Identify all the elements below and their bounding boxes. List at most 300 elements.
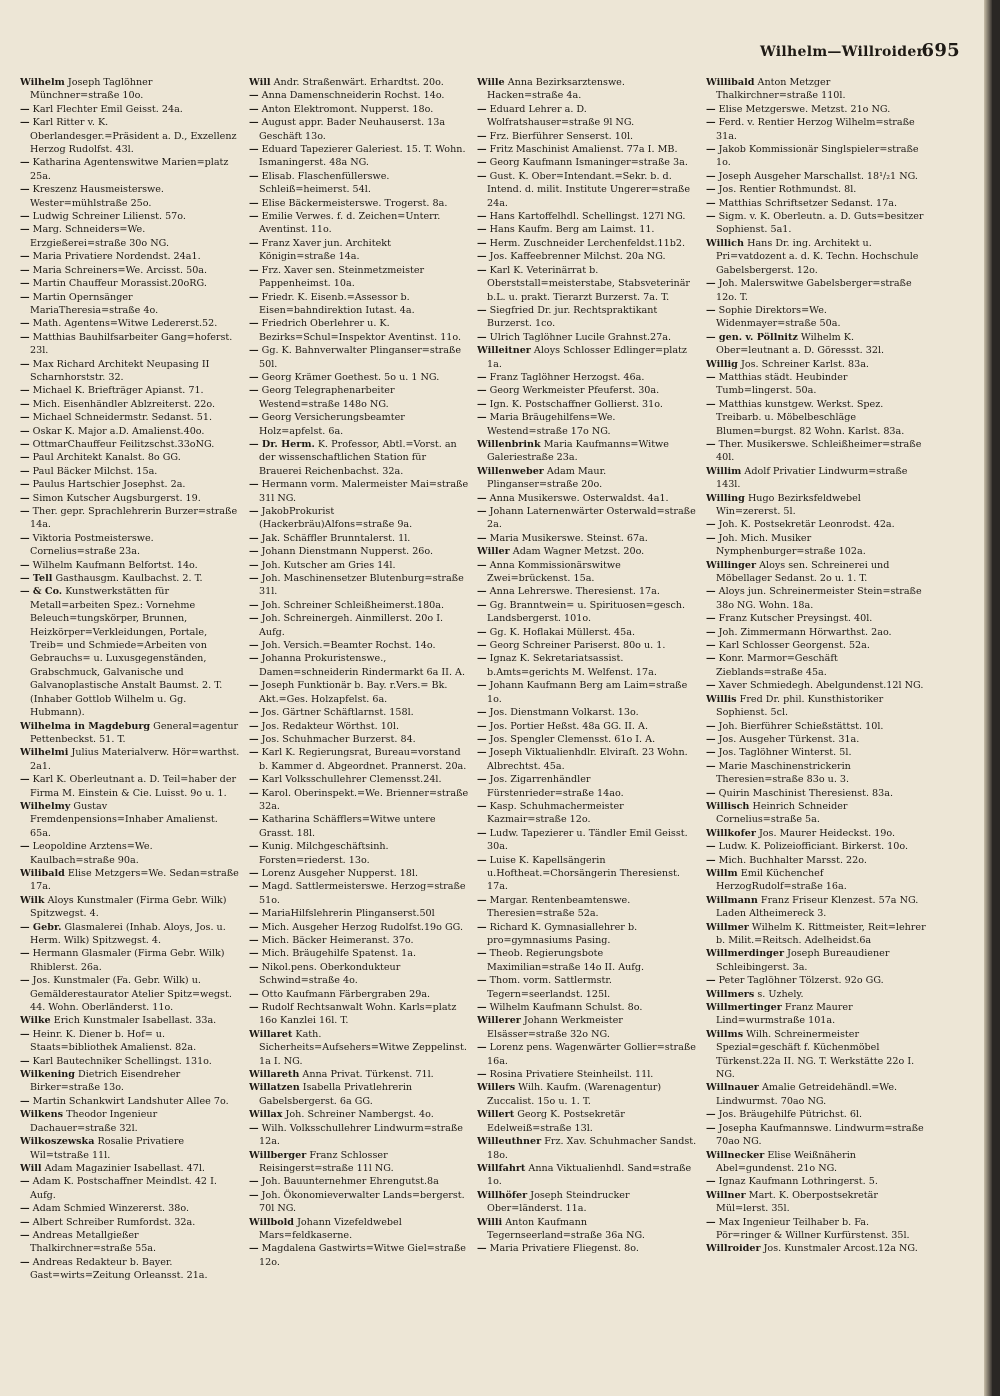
entry-details: Adam Wagner Metzst. 20o.	[512, 546, 645, 558]
entry-surname: Willmerdinger	[706, 948, 785, 960]
entry-surname: —	[249, 479, 259, 491]
directory-entry	[477, 1216, 697, 1243]
directory-entry	[706, 679, 926, 692]
directory-entry	[20, 291, 240, 318]
entry-surname: Wilkening	[20, 1069, 75, 1081]
directory-entry	[706, 1001, 926, 1028]
entry-surname: —	[249, 412, 259, 424]
entry-details: Mich. Ausgeher Herzog Rudolfst.19o GG.	[261, 921, 464, 933]
entry-surname: Willisch	[706, 800, 750, 812]
entry-surname: —	[477, 304, 487, 316]
entry-surname: —	[706, 747, 716, 759]
entry-surname: —	[249, 559, 259, 571]
entry-surname: —	[249, 211, 259, 223]
entry-surname: —	[249, 1176, 259, 1188]
entry-surname: —	[706, 787, 716, 799]
directory-entry	[249, 317, 469, 344]
column-3	[477, 76, 697, 1366]
directory-entry	[477, 103, 697, 130]
directory-entry	[706, 1108, 926, 1121]
directory-entry	[20, 1175, 240, 1202]
directory-entry	[477, 1189, 697, 1216]
entry-surname: Willinger	[706, 559, 757, 571]
directory-entry	[20, 478, 240, 491]
directory-entry	[477, 130, 697, 143]
entry-surname: —	[477, 559, 487, 571]
entry-details: Kath. Sicherheits=Aufsehers=Witwe Zeppelinst. 1a I. NG.	[259, 1028, 467, 1067]
entry-details: Hermann Glasmaler (Firma Gebr. Wilk) Rhiblerst. 26a.	[30, 948, 225, 973]
directory-entry	[706, 559, 926, 586]
entry-surname: — Gebr.	[20, 921, 62, 933]
entry-details: Mich. Buchhalter Marsst. 22o.	[718, 854, 867, 866]
directory-entry	[249, 344, 469, 371]
entry-surname: Willkofer	[706, 827, 756, 839]
directory-entry	[249, 545, 469, 558]
directory-entry	[477, 76, 697, 103]
entry-details: Margar. Rentenbeamtenswe. Theresien=straße 52a.	[487, 894, 631, 920]
directory-entry	[20, 156, 240, 183]
entry-details: Jos. Maurer Heideckst. 19o.	[758, 827, 896, 839]
directory-entry	[20, 559, 240, 572]
entry-details: Matthias Bauhilfsarbeiter Gang=hoferst. 23l.	[30, 331, 233, 357]
directory-entry	[706, 183, 926, 196]
entry-details: Anna Lehrerswe. Theresienst. 17a.	[489, 586, 660, 598]
entry-surname: —	[706, 680, 716, 692]
directory-entry	[706, 170, 926, 183]
entry-details: Maria Musikerswe. Steinst. 67a.	[489, 532, 648, 544]
directory-entry	[249, 103, 469, 116]
entry-surname: —	[20, 559, 30, 571]
entry-details: Andr. Straßenwärt. Erhardtst. 20o.	[273, 77, 444, 88]
entry-surname: —	[249, 707, 259, 719]
entry-surname: —	[706, 841, 716, 853]
directory-entry	[249, 1149, 469, 1176]
entry-details: Gg. K. Bahnverwalter Plinganser=straße 50l.	[259, 345, 462, 370]
entry-details: Emil Küchenchef HerzogRudolf=straße 16a.	[716, 867, 847, 893]
directory-entry	[20, 894, 240, 921]
entry-details: Anton Kaufmann Tegernseerland=straße 36a NG.	[487, 1216, 645, 1241]
entry-surname: —	[249, 291, 259, 303]
entry-surname: —	[706, 586, 716, 598]
entry-surname: —	[477, 854, 487, 866]
entry-details: Lorenz pens. Wagenwärter Gollier=straße 16a.	[487, 1042, 696, 1067]
entry-details: Franz Taglöhner Herzogst. 46a.	[489, 371, 645, 383]
entry-surname: —	[706, 304, 716, 316]
entry-surname: Willenbrink	[477, 438, 541, 450]
entry-surname: —	[249, 573, 259, 585]
entry-details: Johann Kaufmann Berg am Laim=straße 1o.	[487, 680, 688, 705]
directory-entry	[477, 1001, 697, 1014]
entry-details: Wilh. Schreinermeister Spezial=geschäft f. Küchenmöbel Türkenst.22a II. NG. T. Werkstätte 22o I. NG.	[716, 1028, 915, 1081]
directory-entry	[706, 787, 926, 800]
entry-surname: —	[20, 1229, 30, 1241]
entry-details: Mart. K. Oberpostsekretär Mül=lerst. 35l.	[716, 1189, 878, 1215]
directory-entry	[20, 451, 240, 464]
entry-surname: Willmer	[706, 921, 749, 933]
directory-entry	[249, 411, 469, 438]
entry-details: Nikol.pens. Oberkondukteur Schwind=straße 4o.	[259, 961, 401, 987]
entry-surname: —	[477, 626, 487, 638]
entry-details: Katharina Agentenswitwe Marien=platz 25a.	[30, 157, 229, 182]
entry-details: Friedr. K. Eisenb.=Assessor b. Eisen=bahndirektion Iutast. 4a.	[259, 291, 415, 316]
directory-entry	[20, 76, 240, 103]
entry-surname: —	[249, 961, 259, 973]
entry-surname: —	[249, 908, 259, 920]
entry-surname: —	[477, 157, 487, 169]
entry-details: Jos. Gärtner Schäftlarnst. 158l.	[261, 707, 414, 719]
directory-entry	[477, 371, 697, 384]
entry-surname: Willers	[477, 1082, 516, 1094]
directory-entry	[249, 1081, 469, 1108]
directory-entry	[706, 277, 926, 304]
entry-surname: —	[249, 1002, 259, 1014]
directory-entry	[477, 344, 697, 371]
directory-entry	[706, 1242, 926, 1255]
entry-surname: —	[249, 546, 259, 558]
entry-details: Joseph Ausgeher Marschallst. 18¹/₂1 NG.	[718, 170, 918, 182]
entry-details: Erich Kunstmaler Isabellast. 33a.	[53, 1015, 217, 1027]
entry-surname: Willert	[477, 1109, 515, 1121]
entry-surname: —	[249, 264, 259, 276]
entry-details: Jak. Schäffler Brunntalerst. 1l.	[261, 532, 411, 544]
entry-surname: —	[477, 144, 487, 156]
entry-surname: —	[706, 103, 716, 115]
directory-entry	[477, 800, 697, 827]
entry-details: Joseph Taglöhner Münchner=straße 10o.	[30, 77, 153, 102]
entry-details: Joh. Versich.=Beamter Rochst. 14o.	[261, 640, 436, 652]
directory-entry	[249, 746, 469, 773]
entry-details: Thom. vorm. Sattlermstr. Tegern=seerlandst. 125l.	[487, 975, 612, 1000]
directory-entry	[249, 612, 469, 639]
entry-details: Herm. Zuschneider Lerchenfeldst.11b2.	[489, 237, 685, 249]
directory-entry	[477, 947, 697, 974]
entry-surname: Willareth	[249, 1069, 300, 1081]
entry-surname: —	[706, 211, 716, 223]
entry-surname: —	[477, 707, 487, 719]
entry-surname: —	[20, 1216, 30, 1228]
entry-details: Joh. Bauunternehmer Ehrengutst.8a	[261, 1176, 439, 1188]
entry-details: Viktoria Postmeisterswe. Cornelius=straße 23a.	[30, 532, 154, 558]
entry-details: Ther. gepr. Sprachlehrerin Burzer=straße 14a.	[30, 506, 238, 531]
entry-details: Joh. Maschinensetzer Blutenburg=straße 31l.	[259, 573, 464, 598]
entry-details: Paul Architekt Kanalst. 8o GG.	[32, 452, 181, 464]
directory-entry	[706, 720, 926, 733]
entry-details: Joseph Funktionär b. Bay. r.Vers.= Bk. Akt.=Ges. Holzapfelst. 6a.	[259, 680, 448, 705]
entry-surname: —	[477, 680, 487, 692]
directory-entry	[249, 210, 469, 237]
directory-entry	[249, 947, 469, 960]
entry-details: Elisab. Flaschenfüllerswe. Schleiß=heimerst. 54l.	[259, 170, 390, 196]
entry-surname: Will	[249, 77, 271, 88]
entry-details: Anna Kommissionärswitwe Zwei=brückenst. 15a.	[487, 559, 621, 585]
entry-details: Jos. Redakteur Wörthst. 10l.	[261, 720, 400, 732]
entry-surname: —	[20, 948, 30, 960]
entry-surname: —	[249, 371, 259, 383]
directory-entry	[20, 505, 240, 532]
entry-details: Martin Schankwirt Landshuter Allee 7o.	[32, 1095, 229, 1107]
entry-details: Quirin Maschinist Theresienst. 83a.	[718, 787, 894, 799]
directory-entry	[706, 652, 926, 679]
entry-details: Johann Dienstmann Nupperst. 26o.	[261, 546, 434, 558]
entry-details: Michael Schneidermstr. Sedanst. 51.	[32, 412, 212, 424]
directory-entry	[249, 572, 469, 599]
directory-entry	[249, 921, 469, 934]
directory-entry	[477, 974, 697, 1001]
entry-surname: —	[477, 398, 487, 410]
entry-surname: Willroider	[706, 1243, 761, 1255]
directory-entry	[249, 264, 469, 291]
directory-entry	[20, 317, 240, 330]
directory-entry	[249, 787, 469, 814]
entry-surname: Willfahrt	[477, 1162, 526, 1174]
directory-entry	[706, 746, 926, 759]
entry-details: Georg Werkmeister Pfeuferst. 30a.	[489, 385, 660, 397]
entry-details: Elise Weißnäherin Abel=gundenst. 21o NG.	[716, 1149, 856, 1174]
entry-surname: Willibald	[706, 77, 755, 88]
column-1	[20, 76, 240, 1366]
entry-surname: Willenweber	[477, 465, 544, 477]
entry-surname: —	[706, 170, 716, 182]
directory-entry	[249, 773, 469, 786]
entry-details: Maria Bräugehilfens=We. Westend=straße 17o NG.	[487, 412, 616, 437]
entry-surname: —	[477, 733, 487, 745]
entry-surname: Wilke	[20, 1015, 51, 1027]
directory-entry	[477, 411, 697, 438]
entry-surname: Willax	[249, 1109, 283, 1121]
entry-details: Karl Volksschullehrer Clemensst.24l.	[261, 774, 442, 786]
entry-surname: —	[249, 867, 259, 879]
entry-details: Joh. Ökonomieverwalter Lands=bergerst. 70l NG.	[259, 1189, 465, 1215]
entry-surname: Wilkoszewska	[20, 1136, 95, 1148]
entry-details: Georg K. Postsekretär Edelweiß=straße 13l.	[487, 1109, 625, 1134]
directory-entry	[706, 237, 926, 277]
entry-surname: —	[249, 814, 259, 826]
entry-surname: Willbold	[249, 1216, 294, 1228]
entry-surname: —	[20, 184, 30, 196]
directory-entry	[706, 974, 926, 987]
directory-entry	[20, 1068, 240, 1095]
entry-details: Anna Bezirksarztenswe. Hacken=straße 4a.	[487, 77, 625, 102]
entry-details: Joh. Schreinergeh. Ainmillerst. 20o I. Aufg.	[259, 613, 444, 638]
entry-details: Johann Vizefeldwebel Mars=feldkaserne.	[259, 1216, 402, 1241]
entry-surname: Willing	[706, 492, 745, 504]
entry-surname: —	[249, 774, 259, 786]
directory-entry	[20, 438, 240, 451]
entry-details: Mich. Bäcker Heimeranst. 37o.	[261, 935, 414, 946]
directory-entry	[20, 1108, 240, 1135]
directory-entry	[20, 277, 240, 290]
directory-entry	[477, 398, 697, 411]
entry-details: Andreas Redakteur b. Bayer. Gast=wirts=Zeitung Orleansst. 21a.	[30, 1256, 208, 1282]
directory-entry	[477, 854, 697, 894]
directory-entry	[249, 384, 469, 411]
entry-details: Aloys Schlosser Edlinger=platz 1a.	[487, 345, 687, 370]
entry-surname: Willhöfer	[477, 1189, 528, 1201]
entry-surname: —	[477, 237, 487, 249]
entry-surname: Wilibald	[20, 867, 65, 879]
directory-entry	[477, 1242, 697, 1255]
entry-surname: Willis	[706, 693, 737, 705]
entry-details: Michael K. Briefträger Apianst. 71.	[32, 385, 204, 397]
entry-surname: —	[706, 278, 716, 290]
entry-surname: —	[20, 492, 30, 504]
entry-details: General=agentur Pettenbeckst. 51. T.	[30, 720, 239, 745]
directory-entry	[20, 425, 240, 438]
directory-entry	[249, 652, 469, 679]
entry-details: Maria Kaufmanns=Witwe Galeriestraße 23a.	[487, 438, 669, 464]
entry-surname: Willnauer	[706, 1082, 759, 1094]
entry-details: Jos. Ausgeher Türkenst. 31a.	[718, 733, 860, 745]
entry-details: Frz. Bierführer Senserst. 10l.	[489, 130, 634, 142]
directory-entry	[477, 639, 697, 652]
directory-entry	[20, 358, 240, 385]
directory-entry	[477, 210, 697, 223]
entry-details: Jos. Zigarrenhändler Fürstenrieder=straße 14ao.	[487, 774, 624, 799]
directory-entry	[706, 612, 926, 625]
entry-surname: —	[249, 841, 259, 853]
entry-surname: —	[249, 117, 259, 129]
entry-details: Karl K. Regierungsrat, Bureau=vorstand b. Kammer d. Abgeordnet. Prannerst. 20a.	[259, 747, 467, 772]
directory-entry	[477, 679, 697, 706]
entry-details: Aloys jun. Schreinermeister Stein=straße 38o NG. Wohn. 18a.	[716, 586, 922, 611]
entry-details: Luise K. Kapellsängerin u.Hoftheat.=Chorsängerin Theresienst. 17a.	[487, 854, 680, 893]
entry-surname: —	[477, 894, 487, 906]
directory-entry	[706, 1081, 926, 1108]
entry-surname: —	[20, 841, 30, 853]
entry-surname: —	[706, 760, 716, 772]
entry-details: Maria Privatiere Nordendst. 24a1.	[32, 251, 201, 263]
entry-surname: —	[249, 1189, 259, 1201]
entry-details: Joh. Bierführer Schießstättst. 10l.	[718, 720, 884, 732]
directory-entry	[249, 1189, 469, 1216]
entry-surname: —	[706, 640, 716, 652]
directory-entry	[20, 773, 240, 800]
entry-surname: —	[706, 1176, 716, 1188]
entry-surname: Wille	[477, 77, 505, 88]
entry-surname: Will	[20, 1162, 42, 1174]
entry-details: Karl K. Oberleutnant a. D. Teil=haber der Firma M. Einstein & Cie. Luisst. 9o u. 1.	[30, 774, 237, 799]
entry-details: Ferd. v. Rentier Herzog Wilhelm=straße 31a.	[716, 117, 915, 142]
directory-entry	[249, 1108, 469, 1121]
directory-entry	[20, 1055, 240, 1068]
entry-surname: —	[249, 640, 259, 652]
directory-entry	[706, 733, 926, 746]
directory-entry	[477, 465, 697, 492]
directory-entry	[20, 411, 240, 424]
entry-details: Elise Bäckermeisterswe. Trogerst. 8a.	[261, 197, 448, 209]
entry-surname: —	[477, 385, 487, 397]
directory-entry	[249, 706, 469, 719]
entry-surname: —	[477, 1243, 487, 1255]
entry-surname: —	[249, 506, 259, 517]
directory-entry	[477, 733, 697, 746]
entry-details: Karol. Oberinspekt.=We. Brienner=straße 32a.	[259, 787, 469, 812]
entry-surname: —	[249, 90, 259, 102]
entry-details: Joh. Mich. Musiker Nymphenburger=straße 102a.	[716, 532, 866, 558]
entry-surname: —	[477, 800, 487, 812]
entry-details: Gasthausgm. Kaulbachst. 2. T.	[55, 573, 203, 585]
entry-details: Eduard Lehrer a. D. Wolfratshauser=straße 9l NG.	[487, 103, 635, 129]
entry-surname: —	[706, 371, 716, 383]
directory-entry	[706, 894, 926, 921]
entry-details: Franz Kutscher Preysingst. 40l.	[718, 613, 873, 625]
entry-surname: —	[706, 117, 716, 129]
directory-entry	[477, 599, 697, 626]
directory-entry	[477, 1108, 697, 1135]
entry-surname: Willig	[706, 358, 738, 370]
directory-entry	[249, 639, 469, 652]
directory-entry	[20, 746, 240, 773]
directory-entry	[20, 572, 240, 585]
entry-details: Franz Maurer Lind=wurmstraße 101a.	[716, 1002, 853, 1027]
entry-details: Siegfried Dr. jur. Rechtspraktikant Burzerst. 1co.	[487, 304, 658, 330]
entry-details: Rosina Privatiere Steinheilst. 11l.	[489, 1069, 654, 1081]
entry-surname: Wilhelma in Magdeburg	[20, 720, 151, 732]
entry-surname: Willm	[706, 867, 738, 879]
entry-surname: —	[249, 237, 259, 249]
entry-surname: —	[249, 170, 259, 182]
directory-entry	[20, 398, 240, 411]
entry-surname: Willeitner	[477, 345, 531, 357]
directory-entry	[20, 1014, 240, 1027]
directory-entry	[249, 197, 469, 210]
entry-surname: —	[706, 532, 716, 544]
directory-entry	[477, 706, 697, 719]
directory-entry	[20, 1256, 240, 1283]
directory-entry	[477, 331, 697, 344]
entry-surname: —	[20, 318, 30, 330]
entry-surname: —	[706, 398, 716, 410]
directory-entry	[249, 237, 469, 264]
entry-surname: —	[477, 412, 487, 424]
entry-surname: —	[20, 224, 30, 236]
directory-entry	[20, 800, 240, 840]
directory-entry	[249, 813, 469, 840]
entry-surname: —	[249, 345, 259, 357]
directory-entry	[706, 210, 926, 237]
entry-details: Jos. Rentier Rothmundst. 8l.	[718, 184, 857, 196]
directory-entry	[706, 1175, 926, 1188]
entry-surname: —	[20, 291, 30, 303]
directory-entry	[477, 304, 697, 331]
entry-surname: —	[20, 1176, 30, 1188]
directory-entry	[249, 170, 469, 197]
entry-details: Joh. Zimmermann Hörwarthst. 2ao.	[718, 626, 892, 638]
entry-details: Kreszenz Hausmeisterswe. Wester=mühlstraße 25o.	[30, 184, 164, 209]
directory-entry	[706, 116, 926, 143]
entry-details: Joh. Schreiner Schleißheimerst.180a.	[261, 599, 445, 611]
entry-surname: —	[249, 935, 259, 946]
column-4	[706, 76, 926, 1366]
directory-entry	[477, 223, 697, 236]
entry-surname: —	[249, 1122, 259, 1134]
directory-entry	[706, 693, 926, 720]
entry-surname: —	[249, 787, 259, 799]
directory-entry	[706, 1189, 926, 1216]
entry-details: Gustav Fremdenpensions=Inhaber Amalienst. 65a.	[30, 800, 218, 839]
directory-entry	[706, 867, 926, 894]
entry-surname: Willaret	[249, 1028, 293, 1040]
entry-surname: Willeuthner	[477, 1136, 542, 1148]
entry-surname: —	[20, 398, 30, 410]
entry-surname: —	[706, 144, 716, 156]
entry-details: Konr. Marmor=Geschäft Zieblands=straße 45a.	[716, 653, 838, 678]
entry-surname: —	[20, 358, 30, 370]
entry-surname: —	[249, 144, 259, 156]
entry-surname: —	[706, 438, 716, 450]
entry-details: Peter Taglöhner Tölzerst. 92o GG.	[718, 975, 884, 987]
entry-details: Paulus Hartschier Josephst. 2a.	[32, 479, 186, 491]
